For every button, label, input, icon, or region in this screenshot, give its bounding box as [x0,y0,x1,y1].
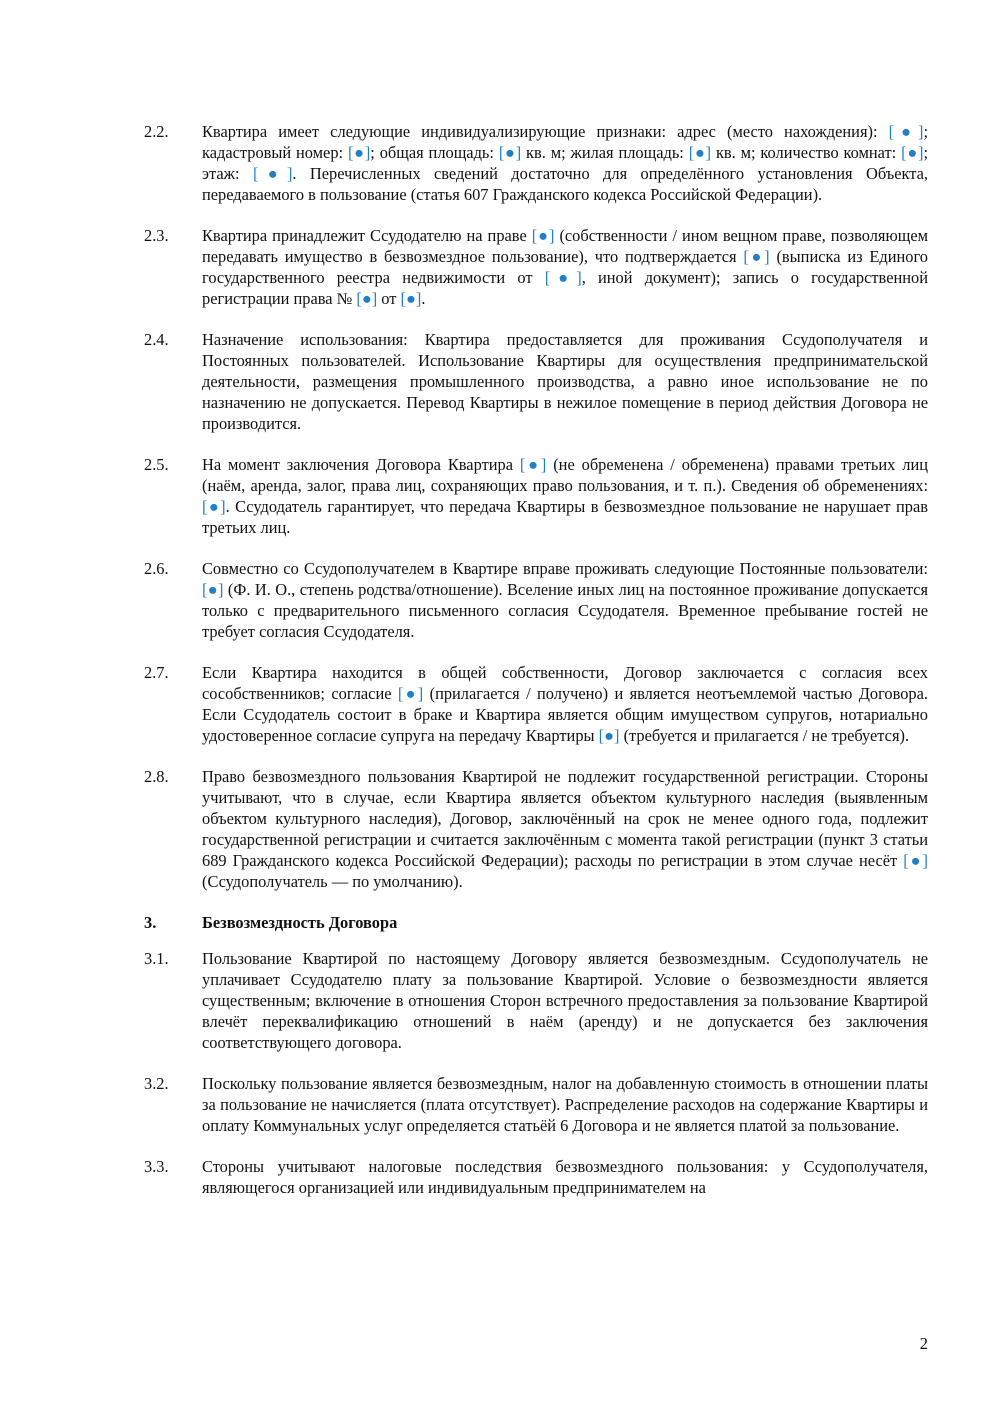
text-segment: Стороны учитывают налоговые последствия безвозмездного пользования: у Ссудополучателя, являющегося организацией или индивидуальным предпринимателем на [202,1157,928,1197]
text-segment: Пользование Квартирой по настоящему Договору является безвозмездным. Ссудополучатель не уплачивает Ссудодателю плату за пользование Квартирой. Условие о безвозмездности является существенным; включение в отношения Сторон встречного предоставления за пользование Квартирой влечёт переквалификацию отношений в наём (аренду) и не допускается без заключения соответствующего договора. [202,949,928,1052]
placeholder-marker: [●] [544,268,582,287]
placeholder-marker: [●] [356,289,378,308]
clause [144,662,928,746]
text-segment: кв. м; количество комнат: [711,143,902,162]
section-title [202,912,928,933]
clause-text [202,558,928,642]
placeholder-marker: [●] [531,226,555,245]
text-segment: (не обременена / обременена) правами третьих лиц (наём, аренда, залог, права лиц, сохраняющих право пользования, и т. п.). Сведения об обременениях: [202,455,928,495]
text-segment: Квартира принадлежит Ссудодателю на праве [202,226,532,245]
placeholder-marker: [●] [400,289,422,308]
text-segment: На момент заключения Договора Квартира [202,455,520,474]
clause-text [202,454,928,538]
text-segment: (выписка из Единого государственного реестра недвижимости от [202,247,928,287]
section-number: 3. [144,913,157,932]
clause-number: 2.7. [144,663,169,682]
placeholder-marker: [●] [252,164,293,183]
text-segment: (требуется и прилагается / не требуется). [619,726,910,745]
text-segment: Назначение использования: Квартира предоставляется для проживания Ссудополучателя и Постоянных пользователей. Использование Квартиры для осуществления предпринимательской деятельности, размещения промышленного производства, а равно иное использование не по назначению не допускается. Перевод Квартиры в нежилое помещение в период действия Договора не производится. [202,330,928,433]
text-segment: , иной документ); запись о государственной регистрации права № [202,268,928,308]
clause [144,558,928,642]
clause-number: 2.2. [144,122,169,141]
clause [144,121,928,205]
text-segment: Право безвозмездного пользования Квартирой не подлежит государственной регистрации. Стороны учитывают, что в случае, если Квартира является объектом культурного наследия (выявленным объектом культурного наследия), Договор, заключённый на срок не менее одного года, подлежит государственной регистрации и считается заключённым с момента такой регистрации (пункт 3 статьи 689 Гражданского кодекса Российской Федерации); расходы по регистрации в этом случае несёт [202,767,928,870]
placeholder-marker: [●] [202,497,226,516]
text-segment: кв. м; жилая площадь: [521,143,689,162]
text-segment: Квартира имеет следующие индивидуализирующие признаки: адрес (место нахождения): [202,122,889,141]
clause [144,329,928,434]
clause-number: 3.3. [144,1157,169,1176]
clause-number: 3.1. [144,949,169,968]
text-segment: (прилагается / получено) и является неотъемлемой частью Договора. Если Ссудодатель состоит в браке и Квартира является общим имуществом супругов, нотариально удостоверенное согласие супруга на передачу Квартиры [202,684,928,745]
text-segment: Безвозмездность Договора [202,913,398,932]
placeholder-marker: [●] [397,684,424,703]
placeholder-marker: [●] [903,851,928,870]
text-segment: Если Квартира находится в общей собственности, Договор заключается с согласия всех сособственников; согласие [202,663,928,703]
clause [144,766,928,892]
clause-number: 2.8. [144,767,169,786]
clause-text [202,662,928,746]
clause-number: 2.4. [144,330,169,349]
clause [144,1073,928,1136]
text-segment: от [377,289,401,308]
clause [144,948,928,1053]
placeholder-marker: [●] [743,247,770,266]
clause [144,225,928,309]
text-segment: . Ссудодатель гарантирует, что передача Квартиры в безвозмездное пользование не нарушает прав третьих лиц. [202,497,928,537]
clause-text [202,329,928,434]
text-segment: Поскольку пользование является безвозмездным, налог на добавленную стоимость в отношении платы за пользование не начисляется (плата отсутствует). Распределение расходов на содержание Квартиры и оплату Коммунальных услуг определяется статьёй 6 Договора и не является платой за пользование. [202,1074,928,1135]
clause-number: 2.3. [144,226,169,245]
text-segment: (Ссудополучатель — по умолчанию). [202,872,463,891]
clause-text [202,948,928,1053]
placeholder-marker: [●] [347,143,371,162]
clause-text [202,225,928,309]
placeholder-marker: [●] [498,143,522,162]
text-segment: ; этаж: [202,143,929,183]
placeholder-marker: [●] [688,143,712,162]
clause-text [202,121,928,205]
text-segment: . [421,289,426,308]
document-body [144,121,928,1218]
clause-text [202,1156,928,1198]
clause-number: 3.2. [144,1074,169,1093]
placeholder-marker: [●] [901,143,924,162]
placeholder-marker: [●] [888,122,924,141]
page-number: 2 [919,1334,928,1353]
text-segment: Совместно со Ссудополучателем в Квартире вправе проживать следующие Постоянные пользователи: [202,559,928,578]
text-segment: ; кадастровый номер: [202,122,928,162]
clause-number: 2.5. [144,455,169,474]
clause-text [202,766,928,892]
section-heading [144,912,928,933]
clause [144,454,928,538]
clause [144,1156,928,1198]
text-segment: . Перечисленных сведений достаточно для определённого установления Объекта, передаваемого в пользование (статья 607 Гражданского кодекса Российской Федерации). [202,164,928,204]
text-segment: (Ф. И. О., степень родства/отношение). Вселение иных лиц на постоянное проживание допускается только с предварительного письменного согласия Ссудодателя. Временное пребывание гостей не требует согласия Ссудодателя. [202,580,928,641]
placeholder-marker: [●] [202,580,224,599]
clause-text [202,1073,928,1136]
placeholder-marker: [●] [519,455,547,474]
text-segment: (собственности / ином вещном праве, позволяющем передавать имущество в безвозмездное пользование), что подтверждается [202,226,928,266]
placeholder-marker: [●] [598,726,620,745]
clause-number: 2.6. [144,559,169,578]
text-segment: ; общая площадь: [370,143,499,162]
